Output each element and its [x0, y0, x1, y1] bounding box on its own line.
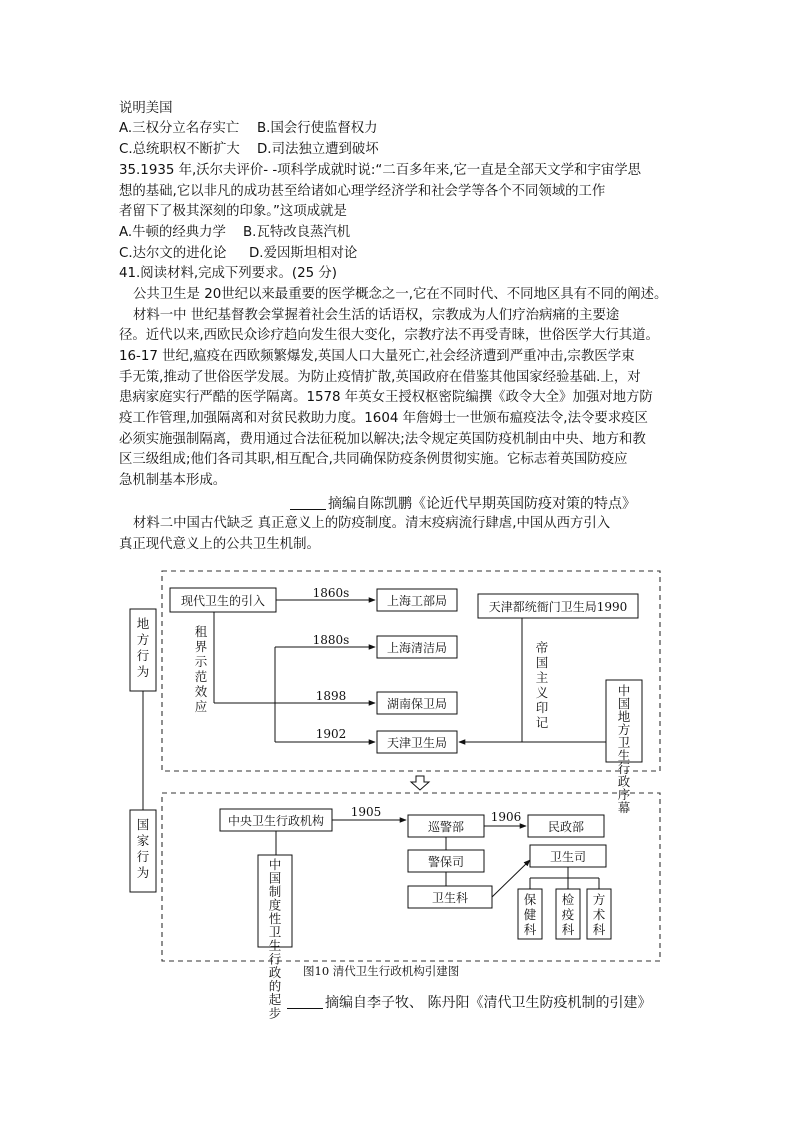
q41-intro: 公共卫生是 20世纪以来最重要的医学概念之一,它在不同时代、不同地区具有不同的阐述。	[133, 287, 668, 302]
q35-option-d: D.爱因斯坦相对论	[249, 246, 358, 261]
healthcare-section-label: 保健科	[523, 892, 537, 937]
shanghai-sanitation-label: 上海清洁局	[386, 641, 448, 655]
tianjin-health-bureau-label: 天津卫生局	[386, 736, 448, 750]
police-ministry-label: 巡警部	[427, 820, 465, 834]
year-1860s-label: 1860s	[312, 586, 350, 600]
medicine-section-label: 方术科	[592, 892, 606, 937]
q34-stem: 说明美国	[119, 101, 173, 116]
year-1906-label: 1906	[490, 810, 522, 824]
q34-option-a: A.三权分立名存实亡	[119, 121, 240, 136]
hunan-security-label: 湖南保卫局	[386, 697, 448, 711]
material1-line: 材料一中 世纪基督教会掌握着社会生活的话语权，宗教成为人们疗治病痛的主要途	[133, 308, 620, 323]
material1-line: 径。近代以来,西欧民众诊疗趋向发生很大变化，宗教疗法不再受青睐，世俗医学大行其道。	[119, 328, 659, 343]
year-1880s-label: 1880s	[312, 633, 350, 647]
material2-line: 材料二中国古代缺乏 真正意义上的防疫制度。清末疫病流行肆虐,中国从西方引入	[133, 516, 611, 531]
q35-option-c: C.达尔文的进化论	[119, 246, 227, 261]
q34-option-c: C.总统职权不断扩大	[119, 142, 240, 157]
material1-line: 必须实施强制隔离，费用通过合法征税加以解决;法令规定英国防疫机制由中央、地方和教	[119, 432, 646, 447]
material1-line: 疫工作管理,加强隔离和对贫民救助力度。1604 年詹姆士一世颁布瘟疫法令,法令要求疫区	[119, 411, 648, 426]
q41-title: 41.阅读材料,完成下列要求。(25 分)	[119, 266, 337, 281]
local-behavior-label: 地方行为	[136, 616, 150, 679]
q35-option-a: A.牛顿的经典力学	[119, 225, 226, 240]
health-dept-label: 卫生司	[549, 850, 587, 864]
q35-stem-line: 者留下了极其深刻的印象。”这项成就是	[119, 204, 347, 219]
figure-caption: 图10 清代卫生行政机构引建图	[303, 964, 460, 978]
quarantine-section-label: 检疫科	[561, 892, 575, 937]
year-1905-label: 1905	[350, 805, 382, 819]
material1-line: 手无策,推动了世俗医学发展。为防止疫情扩散,英国政府在借鉴其他国家经验基础.上，对	[119, 370, 641, 385]
local-prelude-label: 中国地方卫生行政序幕	[617, 683, 631, 815]
source-2-text: 摘编自李子牧、 陈丹阳《清代卫生防疫机制的引建》	[325, 995, 652, 1011]
year-1898-label: 1898	[315, 689, 347, 703]
q34-option-b: B.国会行使监督权力	[257, 121, 378, 136]
year-1902-label: 1902	[315, 727, 347, 741]
concession-effect-label: 租界示范效应	[194, 624, 208, 714]
q35-stem-line: 35.1935 年,沃尔夫评价- -项科学成就时说:“二百多年来,它一直是全部天文学和宇宙学思	[119, 163, 642, 178]
tianjin-dutong-label: 天津都统衙门卫生局1990	[488, 600, 628, 614]
institutional-origin-label: 中国制度性卫生行政的起步	[268, 857, 282, 1021]
civil-affairs-ministry-label: 民政部	[547, 820, 585, 834]
imperialism-mark-label: 帝国主义印记	[535, 640, 549, 730]
modern-health-intro-label: 现代卫生的引入	[180, 594, 266, 608]
source-citation-2	[287, 992, 651, 1012]
central-health-admin-label: 中央卫生行政机构	[227, 814, 325, 828]
material1-line: 16-17 世纪,瘟疫在西欧频繁爆发,英国人口大量死亡,社会经济遭到严重冲击,宗教医学束	[119, 349, 635, 364]
q34-option-d: D.司法独立遭到破坏	[257, 142, 379, 157]
material1-line: 急机制基本形成。	[119, 473, 227, 488]
source-1-text: 摘编自陈凯鹏《论近代早期英国防疫对策的特点》	[328, 496, 636, 512]
material1-line: 患病家庭实行严酷的医学隔离。1578 年英女王授权枢密院编撰《政令大全》加强对地方防	[119, 390, 653, 405]
material2-line: 真正现代意义上的公共卫生机制。	[119, 537, 320, 552]
q35-option-b: B.瓦特改良蒸汽机	[243, 225, 351, 240]
health-section-label: 卫生科	[431, 891, 469, 905]
q35-stem-line: 想的基础,它以非凡的成功甚至给诸如心理学经济学和社会学等各个不同领域的工作	[119, 184, 606, 199]
material1-line: 区三级组成;他们各司其职,相互配合,共同确保防疫条例贯彻实施。它标志着英国防疫应	[119, 452, 628, 467]
national-behavior-label: 国家行为	[136, 817, 150, 880]
hollow-down-arrow-icon	[411, 776, 429, 790]
shanghai-municipal-council-label: 上海工部局	[386, 594, 448, 608]
police-security-dept-label: 警保司	[427, 855, 465, 869]
